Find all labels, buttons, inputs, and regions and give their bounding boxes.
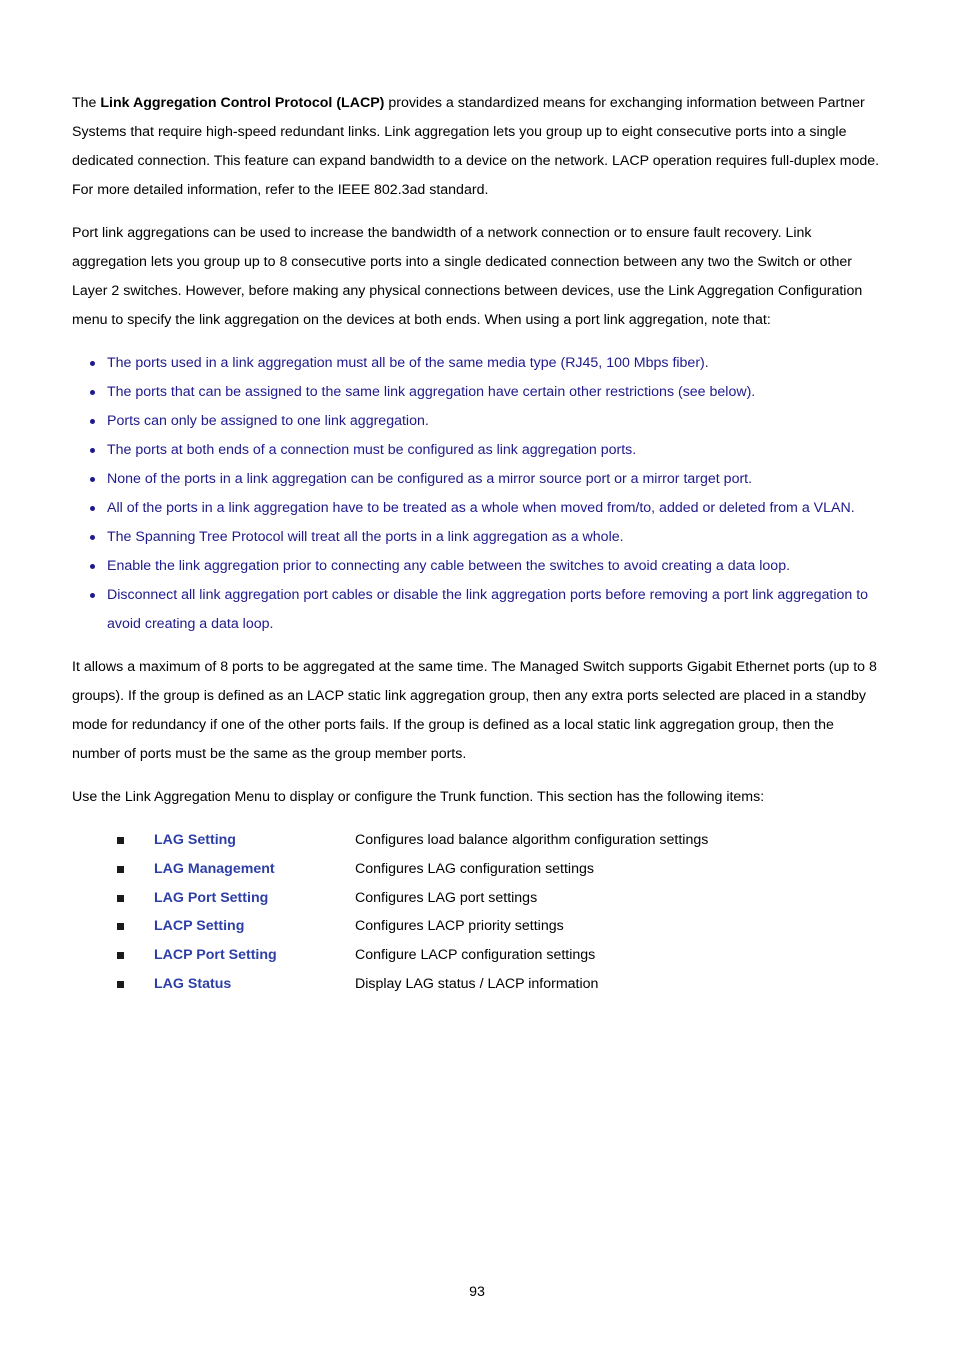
note-item bbox=[72, 494, 884, 523]
list-item bbox=[72, 884, 884, 913]
intro-rest: provides a standardized means for exchanging information between Partner Systems that require high-speed redundant links. Link aggregation lets you group up to eight consecutive ports into a single dedicated connection. This feature can expand bandwidth to a device on the network. LACP operation requires full-duplex mode. For more detailed information, refer to the IEEE 802.3ad standard. bbox=[72, 95, 880, 198]
list-item bbox=[72, 826, 884, 855]
note-item bbox=[72, 407, 884, 436]
bullet-icon bbox=[90, 535, 95, 540]
section-items-list bbox=[72, 826, 884, 999]
note-text: All of the ports in a link aggregation have to be treated as a whole when moved from/to, added or deleted from a VLAN. bbox=[107, 500, 855, 516]
list-item bbox=[72, 912, 884, 941]
note-text: The ports used in a link aggregation must all be of the same media type (RJ45, 100 Mbps fiber). bbox=[107, 355, 709, 371]
lacp-term: Link Aggregation Control Protocol (LACP) bbox=[100, 95, 385, 111]
note-item bbox=[72, 465, 884, 494]
note-item bbox=[72, 378, 884, 407]
square-bullet-icon bbox=[117, 952, 124, 959]
bullet-icon bbox=[90, 506, 95, 511]
intro-paragraph bbox=[72, 89, 884, 205]
page-number: 93 bbox=[469, 1284, 485, 1300]
item-description: Configures LAG configuration settings bbox=[355, 860, 594, 877]
note-item bbox=[72, 436, 884, 465]
note-text: Enable the link aggregation prior to connecting any cable between the switches to avoid creating a data loop. bbox=[107, 558, 791, 574]
note-text: Ports can only be assigned to one link aggregation. bbox=[107, 413, 429, 429]
maximum-ports-paragraph: It allows a maximum of 8 ports to be aggregated at the same time. The Managed Switch supports Gigabit Ethernet ports (up to 8 groups). If the group is defined as an LACP static link aggregation group, then any extra ports selected are placed in a standby mode for redundancy if one of the other ports fails. If the group is defined as a local static link aggregation group, then the number of ports must be the same as the group member ports. bbox=[72, 659, 877, 762]
square-bullet-icon bbox=[117, 895, 124, 902]
bullet-icon bbox=[90, 419, 95, 424]
item-description: Configures LACP priority settings bbox=[355, 918, 564, 935]
port-aggregation-paragraph: Port link aggregations can be used to increase the bandwidth of a network connection or to ensure fault recovery. Link aggregation lets you group up to 8 consecutive ports into a single dedicated connection between any two the Switch or other Layer 2 switches. However, before making any physical connections between devices, use the Link Aggregation Configuration menu to specify the link aggregation on the devices at both ends. When using a port link aggregation, note that: bbox=[72, 225, 863, 328]
bullet-icon bbox=[90, 448, 95, 453]
square-bullet-icon bbox=[117, 866, 124, 873]
bullet-icon bbox=[90, 593, 95, 598]
list-item bbox=[72, 970, 884, 999]
list-item bbox=[72, 941, 884, 970]
note-text: The ports at both ends of a connection must be configured as link aggregation ports. bbox=[107, 442, 637, 458]
bullet-icon bbox=[90, 390, 95, 395]
list-item bbox=[72, 855, 884, 884]
bullet-icon bbox=[90, 361, 95, 366]
item-link-lag-management[interactable]: LAG Management bbox=[154, 860, 275, 877]
bullet-icon bbox=[90, 564, 95, 569]
item-description: Configures load balance algorithm configuration settings bbox=[355, 832, 709, 848]
note-text: The Spanning Tree Protocol will treat all the ports in a link aggregation as a whole. bbox=[107, 529, 624, 545]
item-link-lacp-port-setting[interactable]: LACP Port Setting bbox=[154, 947, 277, 964]
note-text: Disconnect all link aggregation port cables or disable the link aggregation ports before removing a port link aggregation to avoid creating a data loop. bbox=[107, 587, 869, 632]
note-text: None of the ports in a link aggregation can be configured as a mirror source port or a mirror target port. bbox=[107, 471, 753, 487]
item-description: Configure LACP configuration settings bbox=[355, 947, 596, 964]
item-link-lacp-setting[interactable]: LACP Setting bbox=[154, 918, 245, 935]
note-item bbox=[72, 349, 884, 378]
intro-prefix: The bbox=[72, 95, 101, 111]
item-link-lag-status[interactable]: LAG Status bbox=[154, 975, 232, 992]
item-link-lag-setting[interactable]: LAG Setting bbox=[154, 832, 236, 848]
square-bullet-icon bbox=[117, 981, 124, 988]
item-description: Configures LAG port settings bbox=[355, 889, 538, 906]
note-item bbox=[72, 581, 884, 639]
note-text: The ports that can be assigned to the same link aggregation have certain other restrictions (see below). bbox=[107, 384, 756, 400]
bullet-icon bbox=[90, 477, 95, 482]
item-link-lag-port-setting[interactable]: LAG Port Setting bbox=[154, 889, 269, 906]
note-item bbox=[72, 552, 884, 581]
page-content bbox=[72, 89, 884, 999]
item-description: Display LAG status / LACP information bbox=[355, 975, 599, 992]
note-item bbox=[72, 523, 884, 552]
menu-intro-paragraph: Use the Link Aggregation Menu to display or configure the Trunk function. This section has the following items: bbox=[72, 789, 765, 805]
square-bullet-icon bbox=[117, 923, 124, 930]
aggregation-notes-list bbox=[72, 349, 884, 639]
square-bullet-icon bbox=[117, 837, 124, 844]
